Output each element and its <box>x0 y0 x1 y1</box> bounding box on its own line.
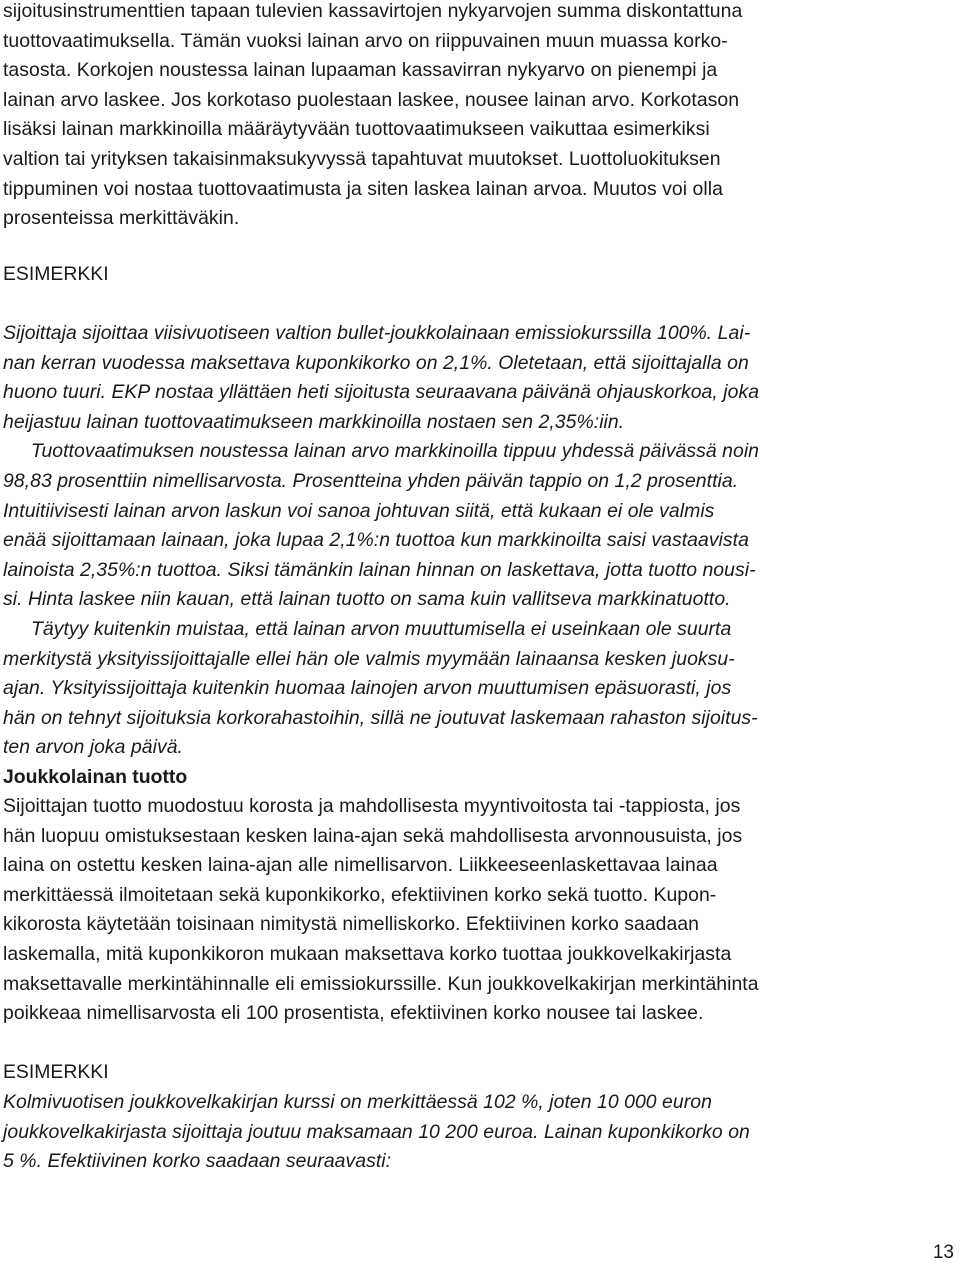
example-line: ajan. Yksityissijoittaja kuitenkin huomaa lainojen arvon muuttumisen epäsuorasti, jos <box>3 677 732 700</box>
example-line: si. Hinta laskee niin kauan, että lainan tuotto on sama kuin vallitseva markkinatuotto. <box>3 588 731 611</box>
example-heading-text: ESIMERKKI <box>3 1061 109 1083</box>
example-line: Kolmivuotisen joukkovelkakirjan kurssi on merkittäessä 102 %, joten 10 000 euron <box>3 1091 712 1113</box>
example-line: Intuitiivisesti lainan arvon laskun voi sanoa johtuvan siitä, että kukaan ei ole valmis <box>3 499 715 522</box>
text-line: prosenteissa merkittäväkin. <box>3 207 240 230</box>
example-line: Täytyy kuitenkin muistaa, että lainan arvon muuttumisella ei useinkaan ole suurta <box>31 617 732 640</box>
text-line: laskemalla, mitä kuponkikoron mukaan maksettava korko tuottaa joukkovelkakirjasta <box>3 942 732 965</box>
example-line: lainoista 2,35%:n tuottoa. Siksi tämänkin lainan hinnan on laskettava, jotta tuotto nousi- <box>3 558 756 581</box>
example-heading <box>3 260 109 290</box>
text-line: lainan arvo laskee. Jos korkotaso puolestaan laskee, nousee lainan arvo. Korkotason <box>3 88 740 111</box>
text-line: tasosta. Korkojen noustessa lainan lupaaman kassavirran nykyarvo on pienempi ja <box>3 59 718 82</box>
text-line: kikorosta käytetään toisinaan nimitystä nimelliskorko. Efektiivinen korko saadaan <box>3 913 699 936</box>
intro-paragraph <box>3 0 742 234</box>
section-paragraph <box>3 792 759 1029</box>
text-line: lisäksi lainan markkinoilla määräytyvään tuottovaatimukseen vaikuttaa esimerkiksi <box>3 118 710 141</box>
text-line: maksettavalle merkintähinnalle eli emissiokurssille. Kun joukkovelkakirjan merkintähinta <box>3 972 759 995</box>
text-line: sijoitusinstrumenttien tapaan tulevien kassavirtojen nykyarvojen summa diskontattuna <box>3 0 743 22</box>
example-line: Tuottovaatimuksen noustessa lainan arvo markkinoilla tippuu yhdessä päivässä noin <box>31 440 760 463</box>
example-line: ten arvon joka päivä. <box>3 736 183 759</box>
page-number: 13 <box>932 1242 954 1263</box>
section-heading-text: Joukkolainan tuotto <box>3 766 188 788</box>
text-line: merkittäessä ilmoitetaan sekä kuponkikorko, efektiivinen korko sekä tuotto. Kupon- <box>3 883 717 906</box>
example-line: 5 %. Efektiivinen korko saadaan seuraavasti: <box>3 1150 392 1173</box>
text-line: valtion tai yrityksen takaisinmaksukyvyssä tapahtuvat muutokset. Luottoluokituksen <box>3 147 721 170</box>
text-line: Sijoittajan tuotto muodostuu korosta ja mahdollisesta myyntivoitosta tai -tappiosta, jos <box>3 795 741 817</box>
text-line: hän luopuu omistuksestaan kesken laina-ajan sekä mahdollisesta arvonnousuista, jos <box>3 824 743 847</box>
example-line: Sijoittaja sijoittaa viisivuotiseen valtion bullet-joukkolainaan emissiokurssilla 100%. Lai- <box>3 322 751 344</box>
example-line: nan kerran vuodessa maksettava kuponkikorko on 2,1%. Oletetaan, että sijoittajalla on <box>3 351 749 374</box>
text-line: poikkeaa nimellisarvosta eli 100 prosentista, efektiivinen korko nousee tai laskee. <box>3 1002 704 1025</box>
text-line: tippuminen voi nostaa tuottovaatimusta ja siten laskea lainan arvoa. Muutos voi olla <box>3 177 723 200</box>
example-line: heijastuu lainan tuottovaatimukseen markkinoilla nostaen sen 2,35%:iin. <box>3 410 625 433</box>
example-box-1 <box>3 319 759 763</box>
example-line: huono tuuri. EKP nostaa yllättäen heti sijoitusta seuraavana päivänä ohjauskorkoa, joka <box>3 381 760 404</box>
example-heading <box>3 1058 109 1088</box>
example-line: merkitystä yksityissijoittajalle ellei hän ole valmis myymään lainaansa kesken juoksu- <box>3 647 735 670</box>
example-line: enää sijoittamaan lainaan, joka lupaa 2,1%:n tuottoa kun markkinoilta saisi vastaavista <box>3 529 749 552</box>
example-line: joukkovelkakirjasta sijoittaja joutuu maksamaan 10 200 euroa. Lainan kuponkikorko on <box>3 1120 750 1143</box>
example-line: hän on tehnyt sijoituksia korkorahastoihin, sillä ne joutuvat laskemaan rahaston sijoitus- <box>3 706 758 729</box>
example-box-2 <box>3 1088 750 1177</box>
example-line: 98,83 prosenttiin nimellisarvosta. Prosentteina yhden päivän tappio on 1,2 prosenttia. <box>3 469 739 492</box>
text-line: tuottovaatimuksella. Tämän vuoksi lainan arvo on riippuvainen muun muassa korko- <box>3 29 728 52</box>
section-heading <box>3 763 187 793</box>
text-line: laina on ostettu kesken laina-ajan alle nimellisarvon. Liikkeeseenlaskettavaa lainaa <box>3 854 718 877</box>
example-heading-text: ESIMERKKI <box>3 263 109 285</box>
